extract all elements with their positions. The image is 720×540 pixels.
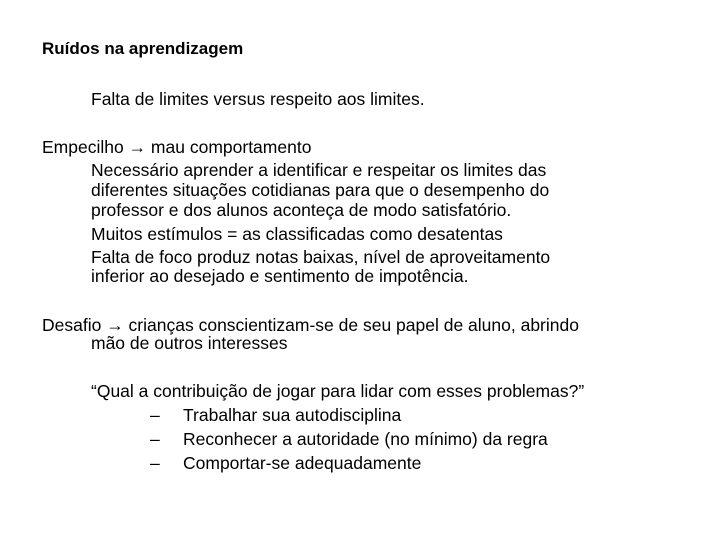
bullet-marker: –	[150, 429, 160, 449]
section-empecilho-line: Falta de foco produz notas baixas, nível de aproveitamento	[91, 247, 551, 267]
section-desafio-line: mão de outros interesses	[91, 333, 288, 353]
bullet-item: Trabalhar sua autodisciplina	[183, 405, 402, 425]
section-empecilho-line: Muitos estímulos = as classificadas como desatentas	[91, 224, 503, 244]
slide-title: Ruídos na aprendizagem	[42, 39, 244, 58]
section-empecilho-line: diferentes situações cotidianas para que o desempenho do	[91, 180, 550, 200]
section-empecilho-line: professor e dos alunos aconteça de modo satisfatório.	[91, 200, 512, 220]
section-desafio-line: Desafio → crianças conscientizam-se de seu papel de aluno, abrindo	[42, 315, 579, 335]
section-empecilho-line: inferior ao desejado e sentimento de impotência.	[91, 266, 469, 286]
bullet-item: Reconhecer a autoridade (no mínimo) da regra	[183, 429, 548, 449]
item-limits: Falta de limites versus respeito aos limites.	[91, 89, 425, 109]
bullet-marker: –	[150, 453, 160, 473]
section-empecilho-heading: Empecilho → mau comportamento	[42, 137, 312, 157]
section-empecilho-line: Necessário aprender a identificar e respeitar os limites das	[91, 160, 547, 180]
bullet-marker: –	[150, 405, 160, 425]
question-text: “Qual a contribuição de jogar para lidar com esses problemas?”	[91, 381, 585, 401]
bullet-item: Comportar-se adequadamente	[183, 453, 422, 473]
